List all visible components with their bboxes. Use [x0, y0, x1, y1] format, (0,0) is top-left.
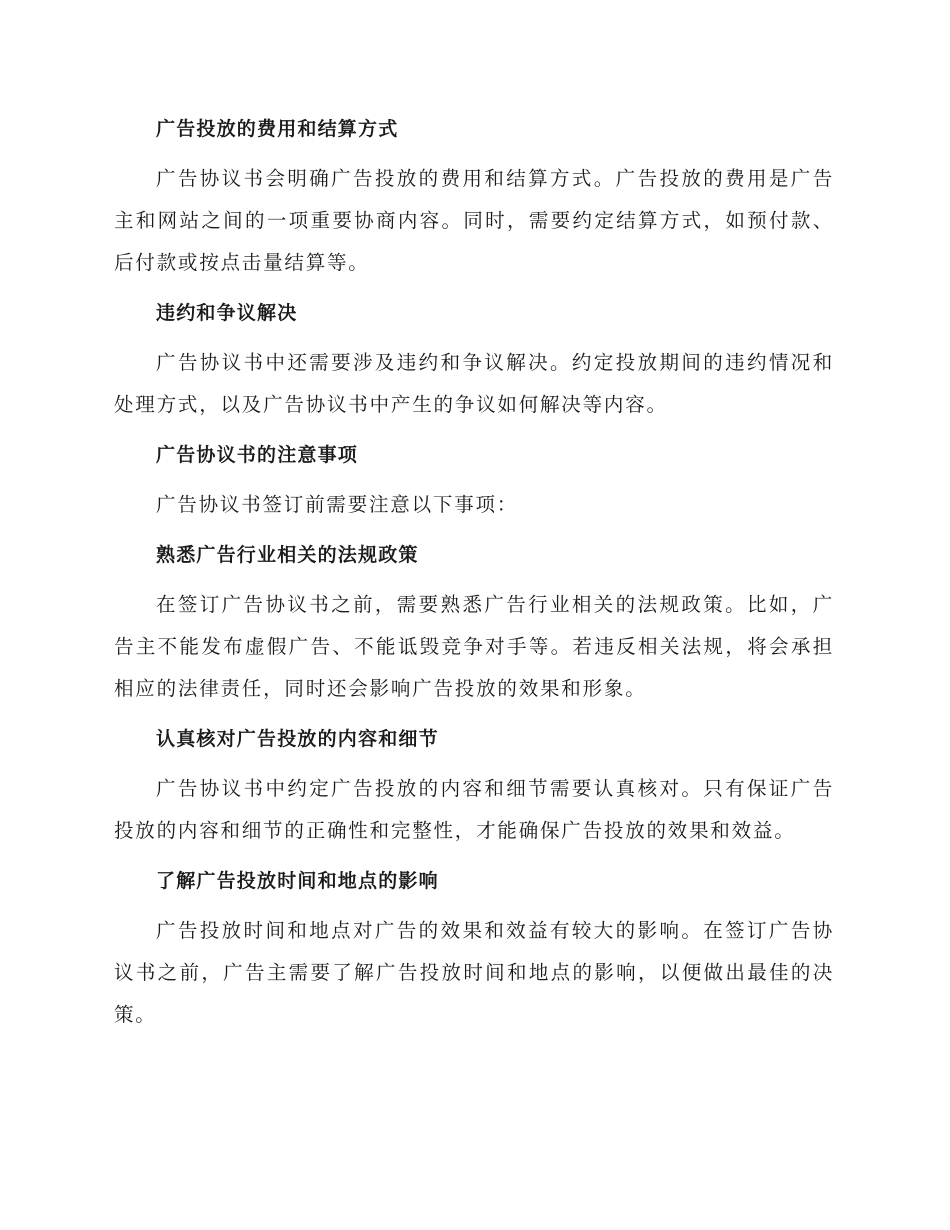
section-heading: 认真核对广告投放的内容和细节	[156, 728, 439, 750]
section-heading: 广告投放的费用和结算方式	[156, 118, 399, 140]
section-paragraph: 广告投放时间和地点对广告的效果和效益有较大的影响。在签订广告协议书之前，广告主需要了解广告投放时间和地点的影响，以便做出最佳的决策。	[114, 919, 834, 1026]
section-heading: 广告协议书的注意事项	[156, 444, 359, 466]
section-breach	[114, 292, 834, 426]
section-time-location	[114, 860, 834, 1036]
section-fees	[114, 108, 834, 284]
section-verify-content	[114, 718, 834, 852]
section-paragraph: 广告协议书会明确广告投放的费用和结算方式。广告投放的费用是广告主和网站之间的一项重要协商内容。同时，需要约定结算方式，如预付款、后付款或按点击量结算等。	[114, 167, 834, 274]
section-regulations	[114, 534, 834, 710]
section-paragraph: 广告协议书签订前需要注意以下事项：	[156, 493, 519, 516]
section-paragraph: 广告协议书中还需要涉及违约和争议解决。约定投放期间的违约情况和处理方式，以及广告协议书中产生的争议如何解决等内容。	[114, 351, 834, 416]
section-heading: 了解广告投放时间和地点的影响	[156, 870, 439, 892]
section-heading: 熟悉广告行业相关的法规政策	[156, 544, 419, 566]
section-paragraph: 广告协议书中约定广告投放的内容和细节需要认真核对。只有保证广告投放的内容和细节的正确性和完整性，才能确保广告投放的效果和效益。	[114, 777, 834, 842]
section-heading: 违约和争议解决	[156, 302, 298, 324]
section-paragraph: 在签订广告协议书之前，需要熟悉广告行业相关的法规政策。比如，广告主不能发布虚假广告、不能诋毁竞争对手等。若违反相关法规，将会承担相应的法律责任，同时还会影响广告投放的效果和形象。	[114, 593, 834, 700]
section-notes	[114, 434, 834, 526]
